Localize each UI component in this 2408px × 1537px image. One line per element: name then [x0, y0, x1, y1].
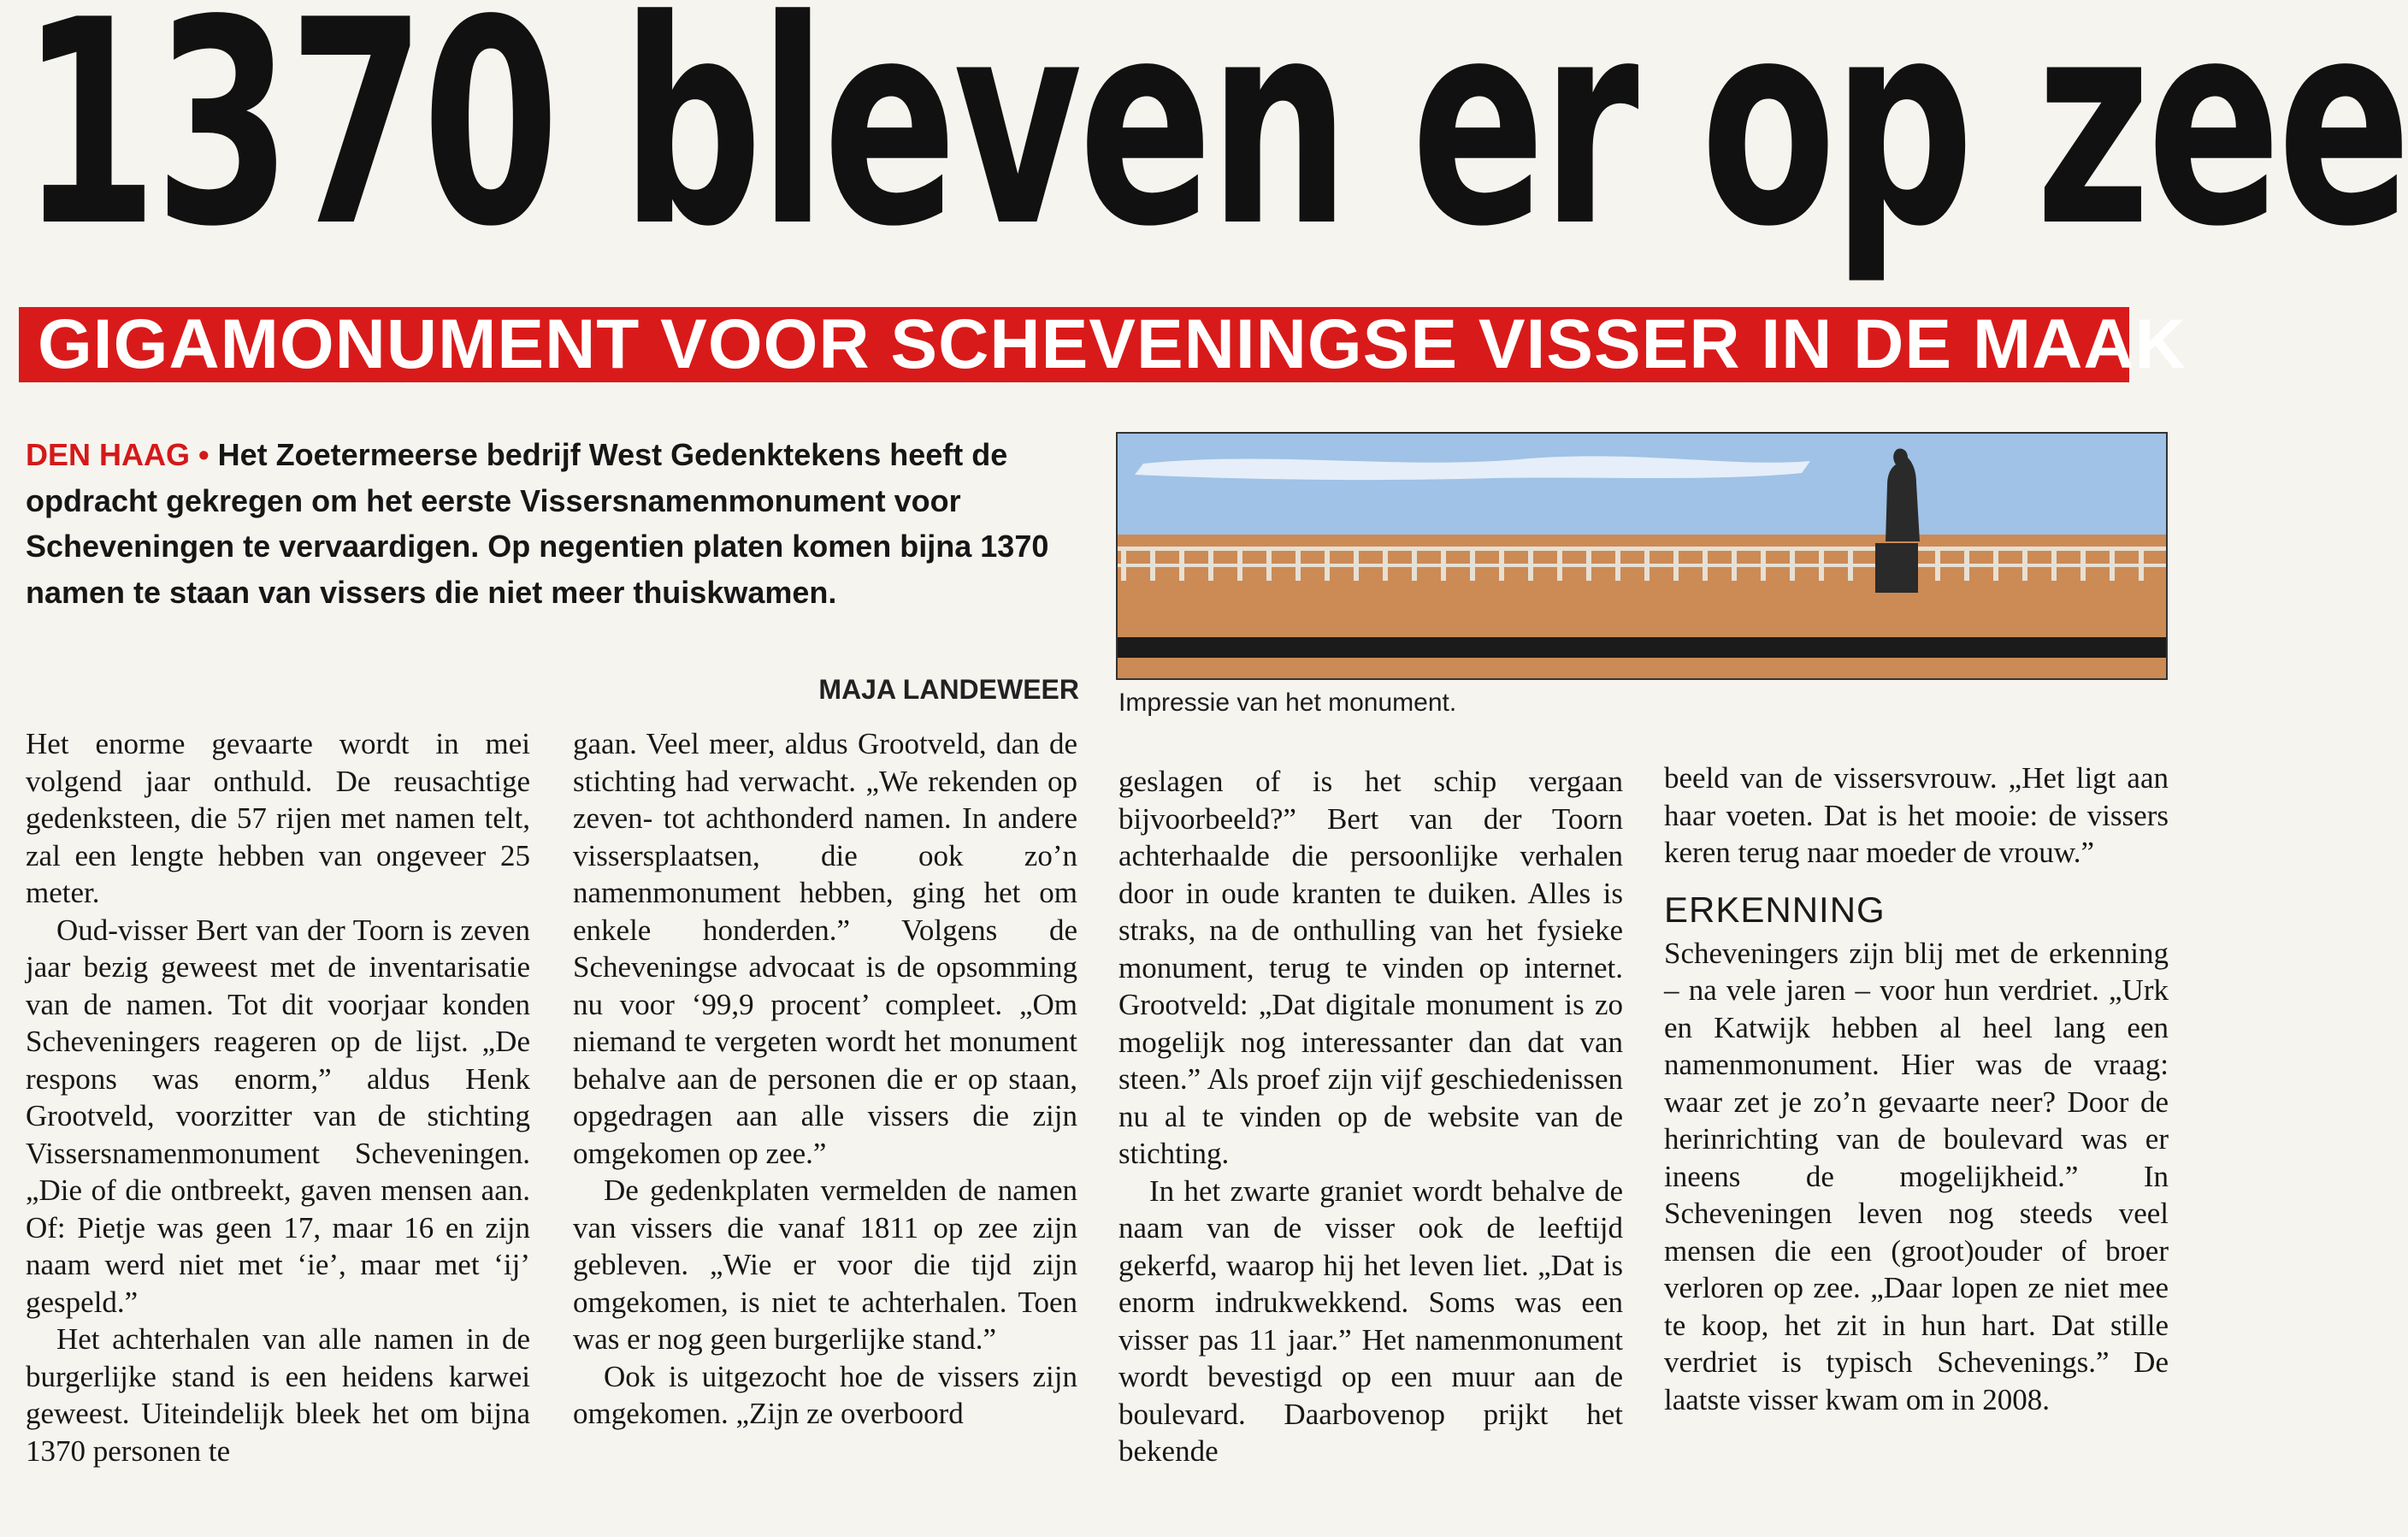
- railing-post: [1150, 547, 1155, 581]
- kicker-banner: GIGAMONUMENT VOOR SCHEVENINGSE VISSER IN DE MAAK: [19, 307, 2129, 382]
- article-column-2: [573, 725, 1077, 1433]
- railing-post: [1557, 547, 1562, 581]
- col3-paragraph: geslagen of is het schip vergaan bijvoorbeeld?” Bert van der Toorn achterhaalde die persoonlijke verhalen door in oude kranten te duiken. Alles is straks, na de onthulling van het fysieke monument, terug te vinden op internet. Grootveld: „Dat digitale monument is zo mogelijk nog interessanter dan dat van steen.” Als proef zijn vijf geschiedenissen nu al te vinden op de website van de stichting.: [1118, 765, 1623, 1170]
- railing-post: [1935, 547, 1940, 581]
- railing-post: [1848, 547, 1853, 581]
- railing-post: [1703, 547, 1708, 581]
- dateline: DEN HAAG: [26, 437, 191, 472]
- railing-post: [1237, 547, 1242, 581]
- railing-post: [1295, 547, 1301, 581]
- monument-illustration: [1118, 434, 2166, 678]
- article-column-3: [1118, 763, 1623, 1470]
- col1-paragraph: Het enorme gevaarte wordt in mei volgend jaar onthuld. De reusachtige gedenksteen, die 57 rijen met namen telt, zal een lengte hebben van ongeveer 25 meter.: [26, 727, 530, 909]
- photo-caption: Impressie van het monument.: [1118, 689, 1457, 717]
- railing-post: [1383, 547, 1388, 581]
- article-column-4: [1664, 760, 2169, 1418]
- railing-middle-bar: [1118, 564, 2166, 567]
- lead-paragraph: [26, 432, 1086, 615]
- railing-post: [1673, 547, 1679, 581]
- col2-paragraph: De gedenkplaten vermelden de namen van vissers die vanaf 1811 op zee zijn gebleven. „Wie er voor die tijd zijn omgekomen, is niet te achterhalen. Toen was er nog geen burgerlijke stand.”: [573, 1173, 1077, 1356]
- railing-post: [1266, 547, 1272, 581]
- railing-post: [1121, 547, 1126, 581]
- railing-post: [1499, 547, 1504, 581]
- col1-paragraph: Het achterhalen van alle namen in de burgerlijke stand is een heidens karwei geweest. Uiteindelijk bleek het om bijna 1370 personen te: [26, 1322, 530, 1468]
- railing-post: [1470, 547, 1475, 581]
- railing-post: [2022, 547, 2027, 581]
- granite-band: [1118, 637, 2166, 658]
- railing-post: [2080, 547, 2086, 581]
- railing-post: [1644, 547, 1650, 581]
- railing-post: [1993, 547, 1998, 581]
- railing-post: [1732, 547, 1737, 581]
- railing-post: [1179, 547, 1184, 581]
- col1-paragraph: Oud-visser Bert van der Toorn is zeven jaar bezig geweest met de inventarisatie van de namen. Tot dit voorjaar konden Scheveningers reageren op de lijst. „De respons was enorm,” aldus Henk Grootveld, voorzitter van de stichting Vissersnamenmonument Scheveningen. „Die of die ontbreekt, gaven mensen aan. Of: Pietje was geen 17, maar 16 en zijn naam werd niet met ‘ie’, maar met ‘ij’ gespeld.”: [26, 913, 530, 1319]
- col2-paragraph: gaan. Veel meer, aldus Grootveld, dan de stichting had verwacht. „We rekenden op zeven- tot achthonderd namen. In andere vissersplaatsen, die ook zo’n namenmonument hebben, ging het om enkele honderden.” Volgens de Scheveningse advocaat is de opsomming nu voor ‘99,9 procent’ compleet. „Om niemand te vergeten wordt het monument behalve aan de personen die er op staan, opgedragen aan alle vissers die zijn omgekomen op zee.”: [573, 727, 1077, 1170]
- railing-post: [1354, 547, 1359, 581]
- railing-post: [1528, 547, 1533, 581]
- railing-post: [1761, 547, 1766, 581]
- railing-post: [1790, 547, 1795, 581]
- col4-paragraph: beeld van de vissersvrouw. „Het ligt aan haar voeten. Dat is het mooie: de vissers keren terug naar moeder de vrouw.”: [1664, 761, 2169, 869]
- railing-post: [1208, 547, 1213, 581]
- railing-post: [2051, 547, 2057, 581]
- railing-post: [1441, 547, 1446, 581]
- lead-text: Het Zoetermeerse bedrijf West Gedenktekens heeft de opdracht gekregen om het eerste Vissersnamenmonument voor Scheveningen te vervaardigen. Op negentien platen komen bijna 1370 namen te staan van vissers die niet meer thuiskwamen.: [26, 437, 1049, 610]
- railing-post: [1819, 547, 1824, 581]
- col4-paragraph: Scheveningers zijn blij met de erkenning – na vele jaren – voor hun verdriet. „Urk en Katwijk hebben al heel lang een namenmonument. Hier was de vraag: waar zet je zo’n gevaarte neer? Door de herinrichting van de boulevard was er ineens de mogelijkheid.” In Scheveningen leven nog steeds veel mensen die een (groot)ouder of broer verloren op zee. „Daar lopen ze niet mee te koop, het zit in hun hart. Dat stille verdriet is typisch Schevenings.” De laatste visser kwam om in 2008.: [1664, 936, 2169, 1416]
- subheading-erkenning: ERKENNING: [1664, 889, 1886, 930]
- col2-paragraph: Ook is uitgezocht hoe de vissers zijn omgekomen. „Zijn ze overboord: [573, 1359, 1077, 1430]
- railing-post: [2110, 547, 2115, 581]
- byline: MAJA LANDEWEER: [818, 674, 1079, 705]
- railing-post: [1615, 547, 1620, 581]
- dateline-separator: •: [198, 437, 210, 472]
- article-column-1: [26, 725, 530, 1469]
- col3-paragraph: In het zwarte graniet wordt behalve de naam van de visser ook de leeftijd gekerfd, waarop hij het leven liet. „Dat is enorm indrukwekkend. Soms was een visser pas 11 jaar.” Het namenmonument wordt bevestigd op een muur aan de boulevard. Daarbovenop prijkt het bekende: [1118, 1173, 1623, 1468]
- statue-pedestal: [1875, 543, 1918, 593]
- railing-post: [2139, 547, 2144, 581]
- railing-post: [1586, 547, 1591, 581]
- headline: 1370 bleven er op zee: [21, 0, 2408, 288]
- railing-post: [1412, 547, 1417, 581]
- railing-post: [1964, 547, 1969, 581]
- railing-post: [1325, 547, 1330, 581]
- monument-impression-image: [1116, 432, 2168, 680]
- railing-top-bar: [1118, 547, 2166, 551]
